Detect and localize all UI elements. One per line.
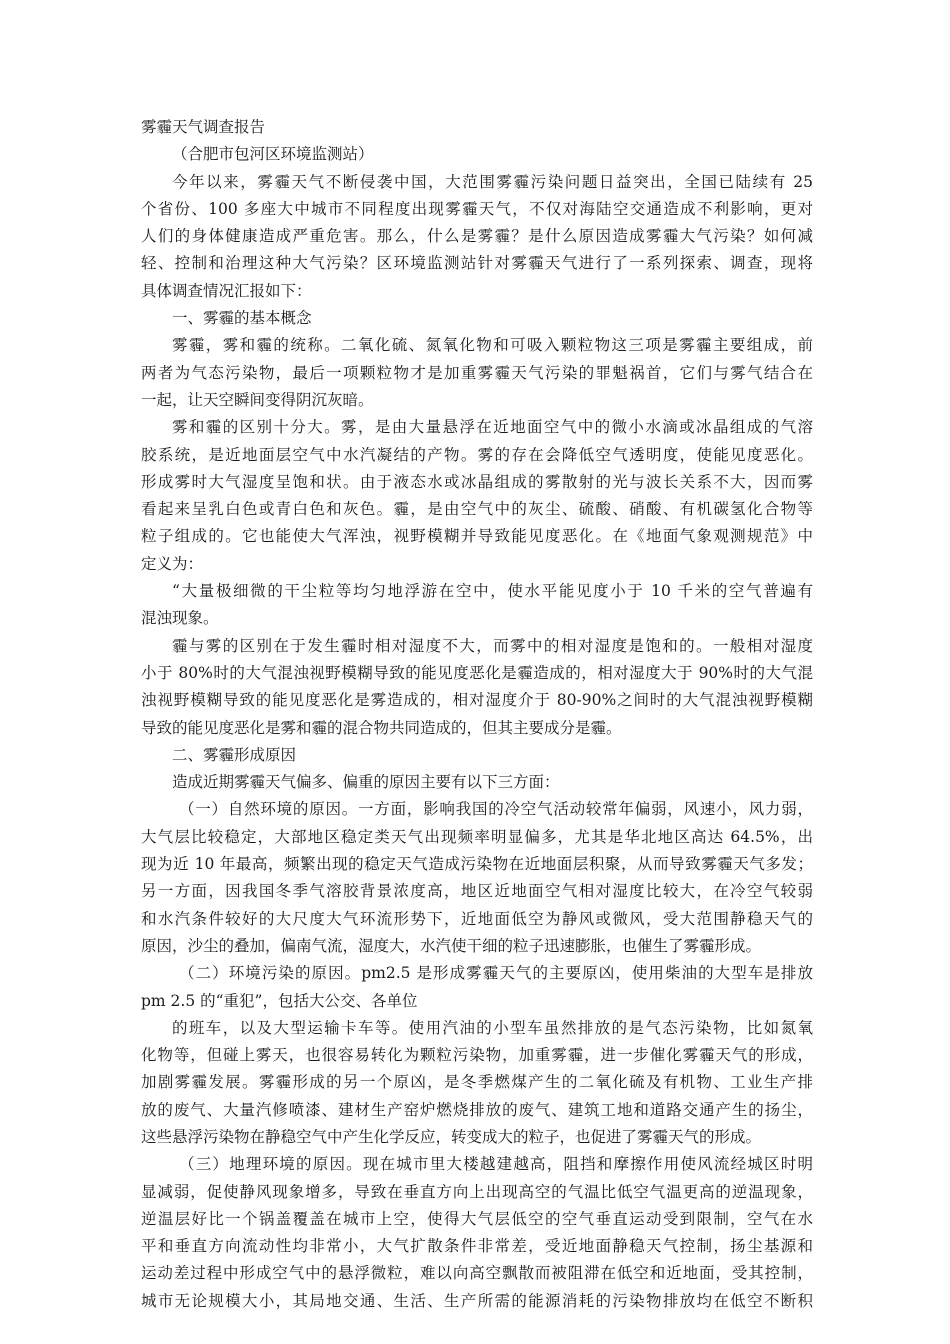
body-text-line: 人们的身体健康造成严重危害。那么，什么是雾霾？是什么原因造成雾霾大气污染？如何减 <box>141 227 813 246</box>
body-text-line: 两者为气态污染物，最后一项颗粒物才是加重雾霾天气污染的罪魁祸首，它们与雾气结合在 <box>141 363 813 382</box>
body-text-line: 雾霾，雾和霾的统称。二氧化硫、氮氧化物和可吸入颗粒物这三项是雾霾主要组成，前 <box>172 336 813 355</box>
body-text-line: 原因，沙尘的叠加，偏南气流，湿度大，水汽使干细的粒子迅速膨胀，也催生了雾霾形成。 <box>141 936 762 955</box>
body-text-line: 大气层比较稳定，大部地区稳定类天气出现频率明显偏多，尤其是华北地区高达 64.5%，出 <box>141 827 813 846</box>
body-text-line: （一）自然环境的原因。一方面，影响我国的冷空气活动较常年偏弱，风速小，风力弱， <box>179 800 813 819</box>
body-text-line: 形成雾时大气湿度呈饱和状。由于液态水或冰晶组成的雾散射的光与波长关系不大，因而雾 <box>141 472 813 491</box>
body-text-line: 导致的能见度恶化是雾和霾的混合物共同造成的，但其主要成分是霾。 <box>141 718 622 737</box>
body-text-line: （二）环境污染的原因。pm2.5 是形成雾霾天气的主要原凶，使用柴油的大型车是排放 <box>179 964 813 983</box>
body-text-line: 具体调查情况汇报如下： <box>141 281 312 300</box>
body-text-line: 混浊现象。 <box>141 609 219 628</box>
document-page <box>141 114 813 1315</box>
section-heading: 一、雾霾的基本概念 <box>172 309 312 328</box>
body-text-line: 个省份、100 多座大中城市不同程度出现雾霾天气，不仅对海陆空交通造成不利影响，更对 <box>141 199 813 218</box>
body-text-line: 的班车，以及大型运输卡车等。使用汽油的小型车虽然排放的是气态污染物，比如氮氧 <box>172 1018 813 1037</box>
body-text-line: 今年以来，雾霾天气不断侵袭中国，大范围雾霾污染问题日益突出，全国已陆续有 25 <box>172 172 813 191</box>
body-text-line: 逆温层好比一个锅盖覆盖在城市上空，使得大气层低空的空气垂直运动受到限制，空气在水 <box>141 1209 813 1228</box>
body-text-line: 粒子组成的。它也能使大气浑浊，视野模糊并导致能见度恶化。在《地面气象观测规范》中 <box>141 527 813 546</box>
body-text-line: （三）地理环境的原因。现在城市里大楼越建越高，阻挡和摩擦作用使风流经城区时明 <box>179 1155 813 1174</box>
body-text-line: pm 2.5 的“重犯”，包括大公交、各单位 <box>141 991 418 1010</box>
body-text-line: 浊视野模糊导致的能见度恶化是雾造成的，相对湿度介于 80-90%之间时的大气混浊视野模糊 <box>141 691 813 710</box>
body-text-line: 轻、控制和治理这种大气污染？区环境监测站针对雾霾天气进行了一系列探索、调查，现将 <box>141 254 813 273</box>
body-text-line: 城市无论规模大小，其局地交通、生活、生产所需的能源消耗的污染物排放均在低空不断积 <box>141 1291 813 1310</box>
body-text-line: 和水汽条件较好的大尺度大气环流形势下，近地面低空为静风或微风，受大范围静稳天气的 <box>141 909 813 928</box>
section-heading: 二、雾霾形成原因 <box>172 745 297 764</box>
body-text-line: 现为近 10 年最高，频繁出现的稳定天气造成污染物在近地面层积聚，从而导致雾霾天气多发； <box>141 855 813 874</box>
body-text-line: 化物等，但碰上雾天，也很容易转化为颗粒污染物，加重雾霾，进一步催化雾霾天气的形成， <box>141 1046 813 1065</box>
document-subtitle: （合肥市包河区环境监测站） <box>172 145 374 164</box>
body-text-line: 一起，让天空瞬间变得阴沉灰暗。 <box>141 390 374 409</box>
body-text-line: “大量极细微的干尘粒等均匀地浮游在空中，使水平能见度小于 10 千米的空气普遍有 <box>172 582 813 601</box>
body-text-line: 另一方面，因我国冬季气溶胶背景浓度高，地区近地面空气相对湿度比较大，在冷空气较弱 <box>141 882 813 901</box>
body-text-line: 这些悬浮污染物在静稳空气中产生化学反应，转变成大的粒子，也促进了雾霾天气的形成。 <box>141 1127 762 1146</box>
body-text-line: 小于 80%时的大气混浊视野模糊导致的能见度恶化是霾造成的，相对湿度大于 90%时的大气混 <box>141 663 813 682</box>
body-text-line: 放的废气、大量汽修喷漆、建材生产窑炉燃烧排放的废气、建筑工地和道路交通产生的扬尘， <box>141 1100 813 1119</box>
body-text-line: 平和垂直方向流动性均非常小，大气扩散条件非常差，受近地面静稳天气控制，扬尘基源和 <box>141 1237 813 1256</box>
body-text-line: 运动差过程中形成空气中的悬浮微粒，难以向高空飘散而被阻滞在低空和近地面，受其控制， <box>141 1264 813 1283</box>
body-text-line: 看起来呈乳白色或青白色和灰色。霾，是由空气中的灰尘、硫酸、硝酸、有机碳氢化合物等 <box>141 500 813 519</box>
body-text-line: 定义为： <box>141 554 204 573</box>
body-text-line: 造成近期雾霾天气偏多、偏重的原因主要有以下三方面： <box>172 773 560 792</box>
body-text-line: 显减弱，促使静风现象增多，导致在垂直方向上出现高空的气温比低空气温更高的逆温现象， <box>141 1182 813 1201</box>
body-text-line: 雾和霾的区别十分大。雾，是由大量悬浮在近地面空气中的微小水滴或冰晶组成的气溶 <box>172 418 813 437</box>
body-text-line: 胶系统，是近地面层空气中水汽凝结的产物。雾的存在会降低空气透明度，使能见度恶化。 <box>141 445 813 464</box>
document-title: 雾霾天气调查报告 <box>141 118 266 136</box>
body-text-line: 霾与雾的区别在于发生霾时相对湿度不大，而雾中的相对湿度是饱和的。一般相对湿度 <box>172 636 813 655</box>
body-text-line: 加剧雾霾发展。雾霾形成的另一个原凶，是冬季燃煤产生的二氧化硫及有机物、工业生产排 <box>141 1073 813 1092</box>
